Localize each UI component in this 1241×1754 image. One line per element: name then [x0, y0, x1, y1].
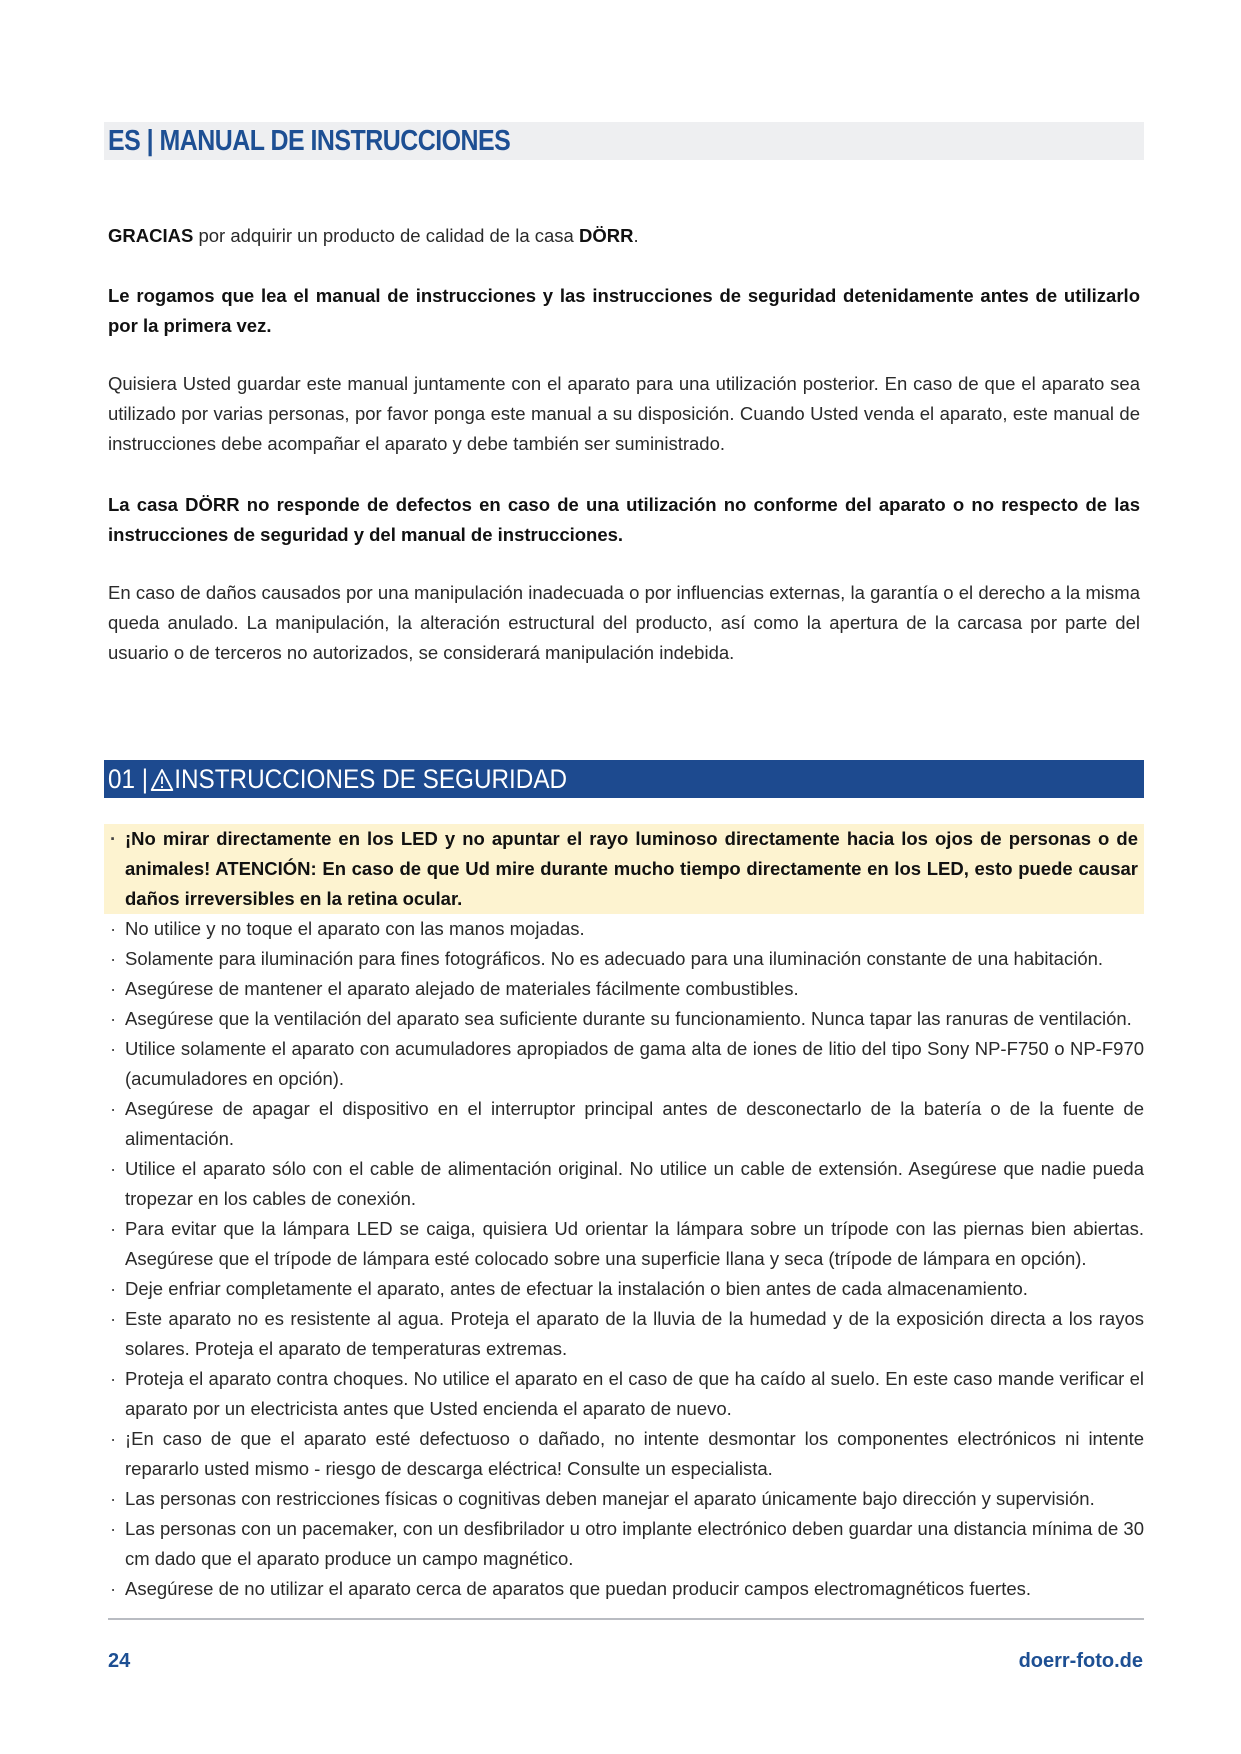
safety-item [108, 914, 1144, 944]
safety-item [108, 1004, 1144, 1034]
website-link[interactable]: doerr-foto.de [1018, 1650, 1143, 1672]
safety-item [108, 1484, 1144, 1514]
bullet: · [110, 1308, 117, 1329]
safety-item-text: Este aparato no es resistente al agua. Proteja el aparato de la lluvia de la humedad y de la exposición directa a los rayos solares. Proteja el aparato de temperaturas extremas. [125, 1308, 1144, 1359]
bullet: · [110, 828, 117, 849]
thanks-paragraph [108, 221, 1140, 251]
bullet: · [110, 1278, 117, 1299]
bullet: · [110, 978, 117, 999]
bullet: · [110, 918, 117, 939]
footer-divider [108, 1618, 1144, 1620]
bullet: · [110, 1098, 117, 1119]
safety-item-text: Las personas con restricciones físicas o cognitivas deben manejar el aparato únicamente bajo dirección y supervisión. [125, 1488, 1095, 1509]
safety-section-title [108, 764, 567, 795]
safety-section-header [104, 760, 1144, 798]
safety-item-warning [104, 824, 1144, 914]
bullet: · [110, 1368, 117, 1389]
safety-item-text: Proteja el aparato contra choques. No utilice el aparato en el caso de que ha caído al suelo. En este caso mande verificar el aparato por un electricista antes que Usted encienda el aparato de nuevo. [125, 1368, 1144, 1419]
bullet: · [110, 1578, 117, 1599]
safety-item [108, 1424, 1144, 1484]
safety-item-text: Solamente para iluminación para fines fotográficos. No es adecuado para una iluminación constante de una habitación. [125, 948, 1104, 969]
bullet: · [110, 1428, 117, 1449]
warning-triangle-icon [150, 768, 173, 792]
bullet: · [110, 1518, 117, 1539]
bullet: · [110, 1038, 117, 1059]
safety-instructions-list [108, 824, 1144, 1604]
bullet: · [110, 948, 117, 969]
thanks-brand: DÖRR [578, 225, 634, 246]
thanks-end: . [633, 225, 639, 246]
page-title: ES | MANUAL DE INSTRUCCIONES [108, 125, 511, 157]
safety-item [108, 1514, 1144, 1574]
page-number: 24 [108, 1650, 131, 1672]
section-title-text: INSTRUCCIONES DE SEGURIDAD [174, 764, 568, 794]
safety-item-text: Para evitar que la lámpara LED se caiga, quisiera Ud orientar la lámpara sobre un trípode con las piernas bien abiertas. Asegúrese que el trípode de lámpara esté colocado sobre una superficie llana y seca (trípode de lámpara en opción). [125, 1218, 1144, 1269]
safety-item [108, 1034, 1144, 1094]
safety-item [108, 1094, 1144, 1154]
safety-item-text: Asegúrese que la ventilación del aparato sea suficiente durante su funcionamiento. Nunca tapar las ranuras de ventilación. [125, 1008, 1132, 1029]
liability-paragraph: La casa DÖRR no responde de defectos en caso de una utilización no conforme del aparato o no respecto de las instrucciones de seguridad y del manual de instrucciones. [108, 494, 1140, 545]
safety-item [108, 1364, 1144, 1424]
safety-item-text: ¡En caso de que el aparato esté defectuoso o dañado, no intente desmontar los componentes electrónicos ni intente repararlo usted mismo - riesgo de descarga eléctrica! Consulte un especialista. [125, 1428, 1144, 1479]
safety-item [108, 1274, 1144, 1304]
bullet: · [110, 1218, 117, 1239]
safety-item-text: Utilice solamente el aparato con acumuladores apropiados de gama alta de iones de litio del tipo Sony NP-F750 o NP-F970 (acumuladores en opción). [125, 1038, 1144, 1089]
section-number: 01 | [108, 764, 149, 794]
safety-item [108, 1304, 1144, 1364]
bullet: · [110, 1158, 117, 1179]
safety-item [108, 974, 1144, 1004]
safety-item [108, 1154, 1144, 1214]
safety-item [108, 944, 1144, 974]
bullet: · [110, 1488, 117, 1509]
safety-item-text: ¡No mirar directamente en los LED y no apuntar el rayo luminoso directamente hacia los ojos de personas o de animales! ATENCIÓN: En caso de que Ud mire durante mucho tiempo directamente en los LED, esto puede causar daños irreversibles en la retina ocular. [125, 828, 1138, 909]
safety-item-text: No utilice y no toque el aparato con las manos mojadas. [125, 918, 585, 939]
safety-item-text: Asegúrese de apagar el dispositivo en el interruptor principal antes de desconectarlo de la batería o de la fuente de alimentación. [125, 1098, 1144, 1149]
damage-paragraph: En caso de daños causados por una manipulación inadecuada o por influencias externas, la garantía o el derecho a la misma queda anulado. La manipulación, la alteración estructural del producto, así como la apertura de la carcasa por parte del usuario o de terceros no autorizados, se considerará manipulación indebida. [108, 582, 1140, 663]
safety-item [108, 1214, 1144, 1274]
safety-item-text: Deje enfriar completamente el aparato, antes de efectuar la instalación o bien antes de cada almacenamiento. [125, 1278, 1028, 1299]
safety-item-text: Utilice el aparato sólo con el cable de alimentación original. No utilice un cable de extensión. Asegúrese que nadie pueda tropezar en los cables de conexión. [125, 1158, 1144, 1209]
safety-item-text: Asegúrese de mantener el aparato alejado de materiales fácilmente combustibles. [125, 978, 799, 999]
thanks-lead: GRACIAS [108, 225, 194, 246]
bullet: · [110, 1008, 117, 1029]
thanks-mid: por adquirir un producto de calidad de la casa [193, 225, 579, 246]
safety-item [108, 1574, 1144, 1604]
header-band [104, 122, 1144, 160]
read-manual-request: Le rogamos que lea el manual de instrucciones y las instrucciones de seguridad detenidamente antes de utilizarlo por la primera vez. [108, 285, 1140, 336]
safety-item-text: Asegúrese de no utilizar el aparato cerca de aparatos que puedan producir campos electromagnéticos fuertes. [125, 1578, 1032, 1599]
safety-item-text: Las personas con un pacemaker, con un desfibrilador u otro implante electrónico deben guardar una distancia mínima de 30 cm dado que el aparato produce un campo magnético. [125, 1518, 1144, 1569]
keep-manual-paragraph: Quisiera Usted guardar este manual juntamente con el aparato para una utilización posterior. En caso de que el aparato sea utilizado por varias personas, por favor ponga este manual a su disposición. Cuando Usted venda el aparato, este manual de instrucciones debe acompañar el aparato y debe también ser suministrado. [108, 373, 1140, 454]
